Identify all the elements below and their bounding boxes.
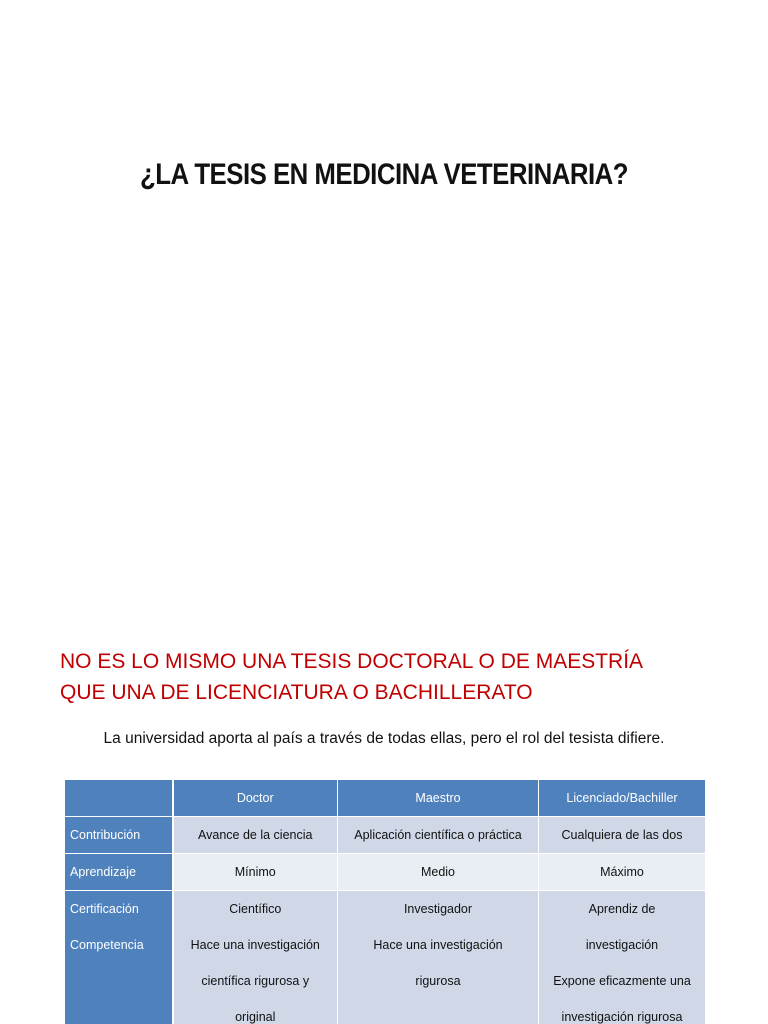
table-row bbox=[65, 891, 706, 1024]
cell-line: Aprendiz de bbox=[588, 902, 656, 916]
table-cell: Avance de la ciencia bbox=[173, 817, 338, 854]
section-heading bbox=[60, 646, 740, 708]
cell-line: Expone eficazmente una bbox=[553, 974, 691, 988]
table-cell: Aplicación científica o práctica bbox=[338, 817, 539, 854]
cell-line: Científico bbox=[229, 902, 282, 916]
slide-title: ¿LA TESIS EN MEDICINA VETERINARIA? bbox=[140, 158, 628, 191]
table-row bbox=[65, 854, 706, 891]
table-header-maestro: Maestro bbox=[338, 780, 539, 817]
table-cell: Cualquiera de las dos bbox=[539, 817, 706, 854]
table-cell: Máximo bbox=[539, 854, 706, 891]
comparison-table bbox=[64, 780, 706, 1024]
cell-line: original bbox=[235, 1010, 276, 1024]
table-cell bbox=[539, 891, 706, 1024]
table-row bbox=[65, 817, 706, 854]
cell-line: Investigador bbox=[403, 902, 473, 916]
row-label-contribucion: Contribución bbox=[65, 817, 173, 854]
cell-line: rigurosa bbox=[415, 974, 461, 988]
cell-line: Hace una investigación bbox=[190, 938, 320, 952]
table-header-doctor: Doctor bbox=[173, 780, 338, 817]
cell-line: investigación rigurosa bbox=[561, 1010, 683, 1024]
row-label-aprendizaje: Aprendizaje bbox=[65, 854, 173, 891]
row-label-certificacion: Certificación bbox=[70, 902, 139, 916]
table-cell bbox=[173, 891, 338, 1024]
section-subtitle: La universidad aporta al país a través de todas ellas, pero el rol del tesista difiere. bbox=[103, 730, 665, 747]
table-cell bbox=[338, 891, 539, 1024]
table-header-empty bbox=[65, 780, 173, 817]
table-cell: Medio bbox=[338, 854, 539, 891]
row-label-certificacion-competencia bbox=[65, 891, 173, 1024]
table-header-row bbox=[65, 780, 706, 817]
cell-line: investigación bbox=[585, 938, 659, 952]
section-heading-line-1: NO ES LO MISMO UNA TESIS DOCTORAL O DE MAESTRÍA bbox=[60, 650, 644, 673]
cell-line: científica rigurosa y bbox=[201, 974, 310, 988]
cell-line: Hace una investigación bbox=[373, 938, 503, 952]
section-heading-line-2: QUE UNA DE LICENCIATURA O BACHILLERATO bbox=[60, 681, 533, 704]
table-header-licenciado: Licenciado/Bachiller bbox=[539, 780, 706, 817]
row-label-competencia: Competencia bbox=[70, 938, 144, 952]
table-cell: Mínimo bbox=[173, 854, 338, 891]
